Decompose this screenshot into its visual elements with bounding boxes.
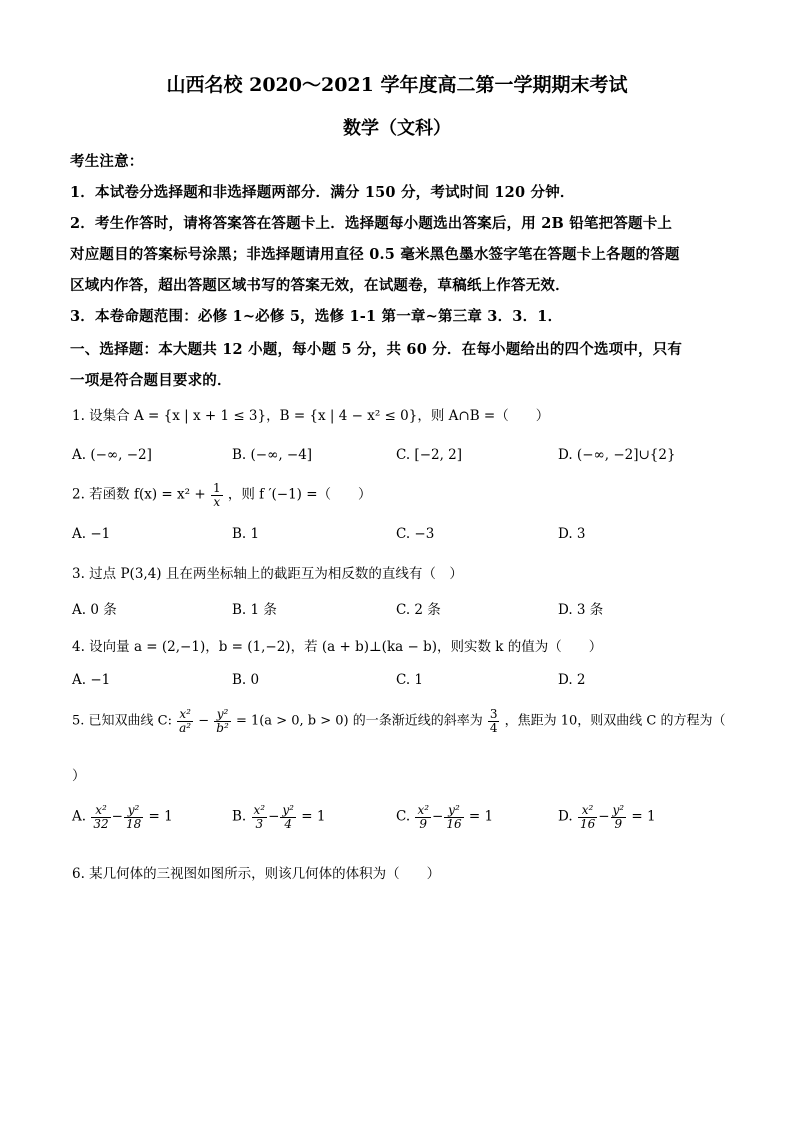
notice-line-2: 2．考生作答时，请将答案答在答题卡上．选择题每小题选出答案后，用 2B 铅笔把答题卡上 (70, 215, 673, 232)
q2-stem-post: ，则 f ′(−1) =（ ） (227, 486, 372, 503)
q5-b-y-den: 4 (284, 816, 293, 831)
section-heading: 一、选择题：本大题共 12 小题，每小题 5 分，共 60 分．在每小题给出的四个选项中，只有 (70, 341, 683, 358)
q5-b-x-den: 3 (255, 816, 264, 831)
q5-c-y-num: y² (444, 804, 463, 818)
q3-option-a: A. 0 条 (72, 602, 117, 618)
q2-fraction (211, 482, 223, 508)
q5-c-x-den: 9 (419, 816, 428, 831)
q5-stem-b: = 1(a > 0, b > 0) 的一条渐近线的斜率为 (235, 713, 483, 729)
q1-option-a: A. (−∞, −2] (72, 447, 152, 463)
q5-c-y-den: 16 (446, 816, 462, 831)
q5-stem-a: 5. 已知双曲线 C: (72, 713, 172, 729)
q5-stem-wrap: ） (72, 768, 86, 784)
q1-option-d: D. (−∞, −2]∪{2} (558, 447, 676, 463)
q1-option-b: B. (−∞, −4] (232, 447, 313, 463)
q3-option-d: D. 3 条 (558, 602, 604, 618)
q5-fraction-y (214, 708, 231, 734)
q5-frac-y-den: b² (216, 720, 229, 735)
q5-stem-c: ，焦距为 10，则双曲线 C 的方程为（ (504, 713, 726, 729)
q5-option-d-label: D. (558, 808, 573, 825)
q5-b-y-num: y² (282, 803, 294, 817)
exam-subtitle: 数学（文科） (343, 118, 451, 139)
q2-option-b: B. 1 (232, 526, 260, 542)
q5-d-eq: = 1 (631, 808, 656, 825)
q5-c-x-num: x² (417, 803, 430, 817)
notice-line-5: 3．本卷命题范围：必修 1~必修 5，选修 1-1 第一章~第三章 3．3．1． (70, 308, 563, 325)
section-heading-cont: 一项是符合题目要求的． (70, 372, 232, 389)
q5-a-x-den: 32 (93, 816, 109, 831)
q5-frac-slope-num: 3 (489, 707, 498, 721)
notice-line-1: 1．本试卷分选择题和非选择题两部分．满分 150 分，考试时间 120 分钟． (70, 184, 575, 201)
notice-heading: 考生注意： (70, 153, 144, 170)
question-2-stem (72, 482, 732, 508)
q5-d-y-num: y² (612, 803, 625, 817)
q4-option-b: B. 0 (232, 672, 260, 688)
q5-d-x-num: x² (578, 804, 597, 818)
q3-option-c: C. 2 条 (396, 602, 441, 618)
q5-option-b-label: B. (232, 808, 247, 825)
q5-d-y-den: 9 (614, 816, 623, 831)
q5-fraction-slope (488, 708, 500, 734)
q2-option-d: D. 3 (558, 526, 586, 542)
notice-line-4: 区域内作答，超出答题区域书写的答案无效，在试题卷，草稿纸上作答无效． (70, 277, 570, 294)
q5-option-a: A. $\frac{\text{x²}}{32}$ − $\frac{\text{y²}}{18}$ = 1 (72, 803, 173, 831)
q5-a-y-den: 18 (125, 816, 142, 831)
q4-option-d: D. 2 (558, 672, 586, 688)
q5-option-c: C. $\frac{\text{x²}}{9}$ − $\frac{\text{y²}}{16}$ = 1 (396, 803, 494, 831)
q5-b-eq: = 1 (301, 808, 326, 825)
q5-option-c-label: C. (396, 808, 411, 825)
q2-stem-pre: 2. 若函数 f(x) = x² + (72, 486, 206, 503)
question-1-stem: 1. 设集合 A = {x | x + 1 ≤ 3}，B = {x | 4 − x² ≤ 0}，则 A∩B =（ ） (72, 408, 550, 424)
q5-option-d: D. $\frac{\text{x²}}{16}$ − $\frac{\text{y²}}{9}$ = 1 (558, 803, 656, 831)
q5-option-a-label: A. (72, 808, 87, 825)
q2-frac-denominator: x (213, 494, 221, 509)
q2-option-c: C. −3 (396, 526, 435, 542)
q5-frac-y-num: y² (214, 708, 231, 722)
q5-frac-x-num: x² (177, 708, 193, 722)
q5-fraction-x (177, 708, 193, 734)
q5-d-x-den: 16 (579, 816, 596, 831)
question-6-stem: 6. 某几何体的三视图如图所示，则该几何体的体积为（ ） (72, 866, 441, 882)
question-4-stem: 4. 设向量 a = (2,−1)，b = (1,−2)，若 (a + b)⊥(ka − b)，则实数 k 的值为（ ） (72, 639, 603, 655)
exam-title: 山西名校 2020～2021 学年度高二第一学期期末考试 (166, 74, 628, 96)
q5-a-eq: = 1 (148, 808, 173, 825)
q5-a-x-num: x² (91, 804, 110, 818)
q5-frac-slope-den: 4 (489, 720, 498, 735)
q3-option-b: B. 1 条 (232, 602, 277, 618)
q5-a-y-num: y² (124, 804, 143, 818)
q5-frac-x-den: a² (179, 720, 192, 735)
q4-option-a: A. −1 (72, 672, 111, 688)
q1-option-c: C. [−2, 2] (396, 447, 463, 463)
question-5-stem (72, 708, 732, 734)
question-3-stem: 3. 过点 P(3,4) 且在两坐标轴上的截距互为相反数的直线有（ ） (72, 566, 463, 582)
q2-option-a: A. −1 (72, 526, 111, 542)
notice-line-3: 对应题目的答案标号涂黑；非选择题请用直径 0.5 毫米黑色墨水签字笔在答题卡上各题的答题 (70, 246, 680, 263)
q5-option-b: B. $\frac{\text{x²}}{3}$ − $\frac{\text{y²}}{4}$ = 1 (232, 803, 326, 831)
q5-b-x-num: x² (253, 803, 266, 817)
q2-frac-numerator: 1 (212, 481, 221, 495)
q5-minus: − (198, 713, 210, 729)
q4-option-c: C. 1 (396, 672, 424, 688)
q5-c-eq: = 1 (468, 808, 494, 825)
